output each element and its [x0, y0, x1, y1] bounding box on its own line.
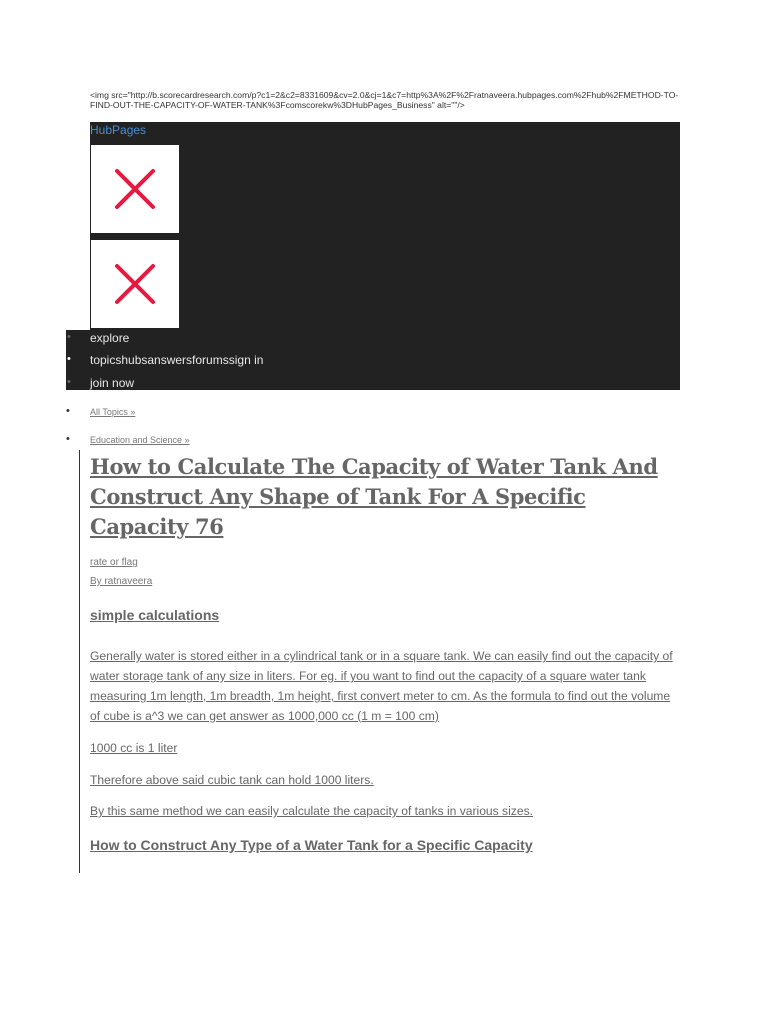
raw-img-markup-text: <img src="http://b.scorecardresearch.com/p?c1=2&c2=8331609&cv=2.0&cj=1&c7=http%3A%2F%2Fratnaveera.hubpages.com%2Fhub%2FMETHOD-TO-FIND-OUT-THE-CAPACITY-OF-WATER-TANK%3Fcomscorekw%3DHubPages_Business" alt=""/>	[90, 90, 679, 110]
broken-image-icon	[91, 145, 179, 233]
breadcrumb-bullet: •	[66, 405, 70, 417]
nav-bullet: •	[67, 353, 71, 365]
close-x-icon	[91, 240, 179, 328]
broken-image-icon	[91, 240, 179, 328]
article-title[interactable]: How to Calculate The Capacity of Water Tank And Construct Any Shape of Tank For A Specific Capacity 76	[90, 454, 658, 539]
nav-join-now-link[interactable]: join now	[90, 376, 135, 390]
article-paragraph: By this same method we can easily calculate the capacity of tanks in various sizes.	[90, 804, 533, 818]
hubpages-logo-link[interactable]: HubPages	[90, 123, 147, 137]
nav-bullet: •	[67, 331, 71, 343]
article-paragraph: Therefore above said cubic tank can hold 1000 liters.	[90, 773, 374, 787]
section-heading-simple-calculations: simple calculations	[90, 607, 220, 623]
nav-links[interactable]: topicshubsanswersforumssign in	[90, 353, 264, 367]
section-heading-construct-tank: How to Construct Any Type of a Water Tank for a Specific Capacity	[90, 837, 533, 853]
nav-explore-link[interactable]: explore	[90, 331, 130, 345]
content-divider	[79, 450, 80, 873]
article-paragraph: Generally water is stored either in a cylindrical tank or in a square tank. We can easily find out the capacity of water storage tank of any size in liters. For eg. if you want to find out the capacity of a square water tank measuring 1m length, 1m breadth, 1m height, first convert meter to cm. As the formula to find out the volume of cube is a^3 we can get answer as 1000,000 cc (1 m = 100 cm)	[90, 649, 673, 723]
author-byline[interactable]: By ratnaveera	[90, 576, 153, 587]
close-x-icon	[91, 145, 179, 233]
rate-or-flag-link[interactable]: rate or flag	[90, 557, 138, 568]
breadcrumb-all-topics[interactable]: All Topics »	[90, 407, 136, 417]
breadcrumb-education-science[interactable]: Education and Science »	[90, 435, 190, 445]
breadcrumb-bullet: •	[66, 433, 70, 445]
article-paragraph: 1000 cc is 1 liter	[90, 741, 178, 755]
nav-bullet: •	[67, 376, 71, 388]
